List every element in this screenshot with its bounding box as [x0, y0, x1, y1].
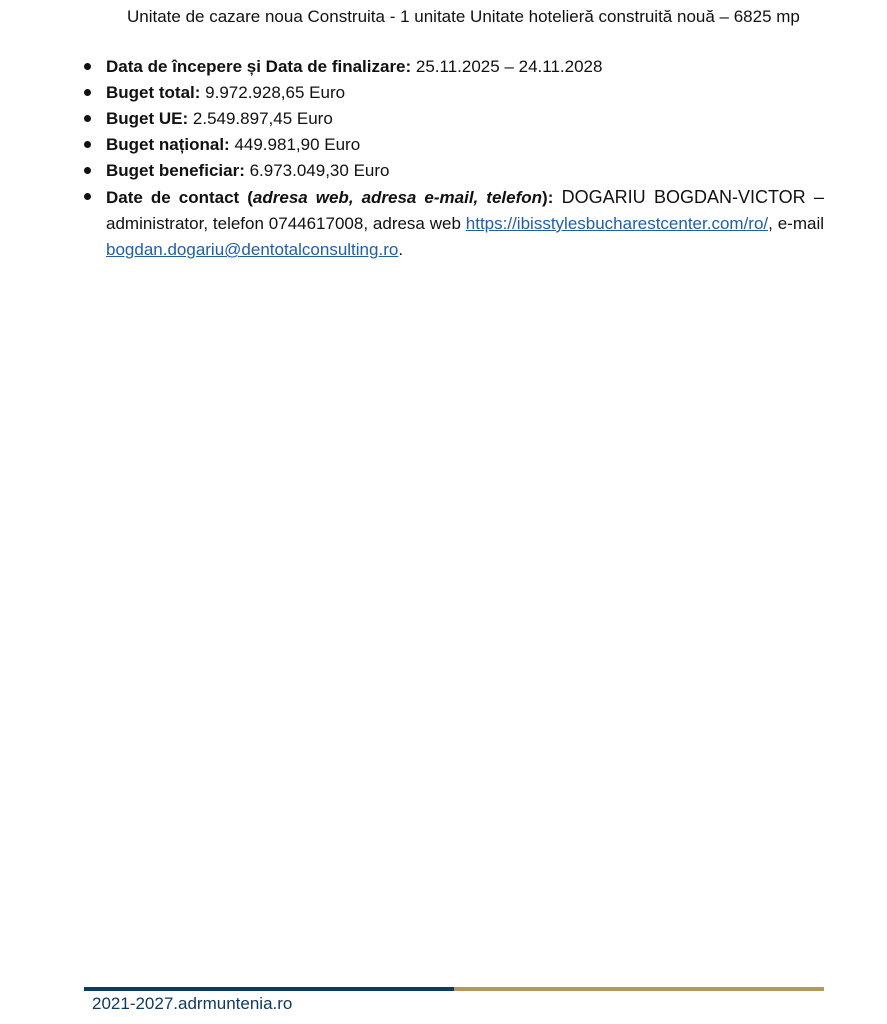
email-link[interactable]: bogdan.dogariu@dentotalconsulting.ro [106, 240, 399, 259]
contact-text-3: . [398, 240, 404, 259]
contact-label-start: Date de contact ( [106, 188, 253, 207]
national-budget-label: Buget național: [106, 135, 230, 154]
beneficiary-budget-label: Buget beneficiar: [106, 161, 245, 180]
contact-label-italic: adresa web, adresa e-mail, telefon [252, 188, 543, 207]
national-budget-value: 449.981,90 Euro [229, 135, 361, 154]
project-details-list [0, 54, 887, 263]
total-budget-value: 9.972.928,65 Euro [200, 83, 346, 102]
bullet-icon [84, 193, 91, 200]
footer-site-url: 2021-2027.adrmuntenia.ro [92, 994, 293, 1013]
list-item-total-budget [0, 80, 824, 106]
intro-text: Unitate de cazare noua Construita - 1 unitate Unitate hotelieră construită nouă – 6825 mp [127, 7, 800, 26]
contact-text-1: administrator, telefon 0744617008, adresa web [106, 214, 466, 233]
bullet-icon [84, 141, 91, 148]
bullet-icon [84, 167, 91, 174]
total-budget-label: Buget total: [106, 83, 201, 102]
eu-budget-label: Buget UE: [106, 109, 189, 128]
contact-name: DOGARIU BOGDAN-VICTOR – [553, 187, 824, 207]
beneficiary-budget-value: 6.973.049,30 Euro [244, 161, 390, 180]
list-item-dates [0, 54, 824, 80]
contact-label-end: ): [542, 188, 554, 207]
web-link[interactable]: https://ibisstylesbucharestcenter.com/ro/ [465, 214, 769, 233]
footer-divider-blue [84, 987, 454, 991]
dates-value: 25.11.2025 – 24.11.2028 [411, 57, 603, 76]
list-item-contact [0, 184, 824, 263]
list-item-beneficiary-budget [0, 158, 824, 184]
list-item-national-budget [0, 132, 824, 158]
dates-label: Data de începere și Data de finalizare: [106, 57, 412, 76]
footer-divider-gold [454, 987, 824, 991]
bullet-icon [84, 89, 91, 96]
bullet-icon [84, 63, 91, 70]
eu-budget-value: 2.549.897,45 Euro [188, 109, 333, 128]
list-item-eu-budget [0, 106, 824, 132]
contact-text-2: , e-mail [768, 214, 824, 233]
bullet-icon [84, 115, 91, 122]
